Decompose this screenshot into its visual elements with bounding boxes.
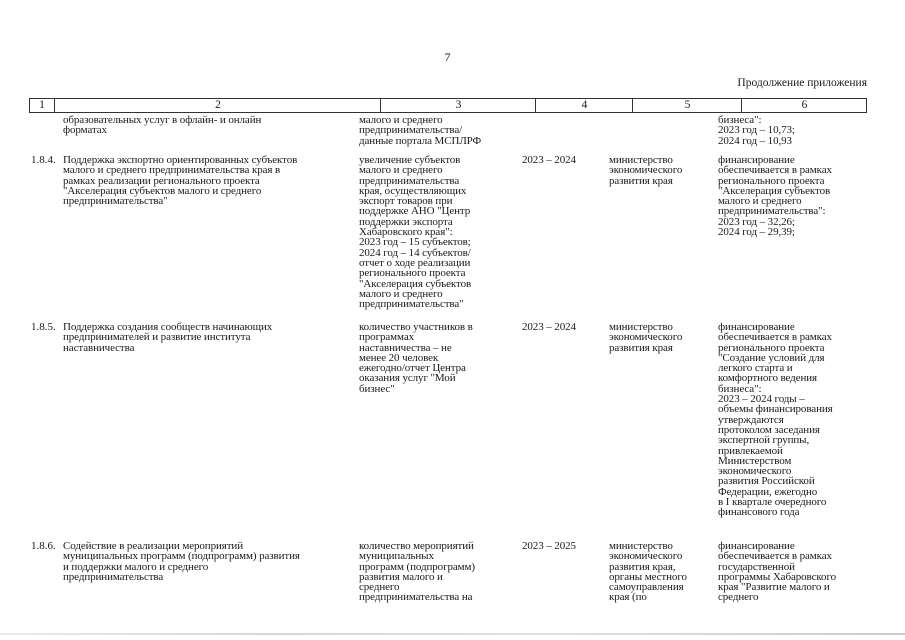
row-indicator: количество участников в программах наставничества – не менее 20 человек ежегодно/отчет Центра оказания услуг "Мой бизнес"	[359, 321, 473, 395]
row-finance: финансирование обеспечивается в рамках регионального проекта "Создание условий для легкого старта и комфортного ведения бизнеса": 2023 – 2024 годы – объемы финансирования утверждаются протоколом заседания экспертной группы, привлекаемой Министерством экономического развития Российской Федерации, ежегодно в I квартале очередного финансового года	[718, 321, 833, 519]
row-name: Поддержка экспортно ориентированных субъектов малого и среднего предпринимательства края в рамках реализации регионального проекта "Акселерация субъектов малого и среднего предпринимательства"	[63, 154, 298, 208]
row-number: 1.8.5.	[31, 321, 56, 333]
row-executor: министерство экономического развития края, органы местного самоуправления края (по	[609, 540, 687, 604]
row-executor: министерство экономического развития края	[609, 154, 683, 187]
column-header-2: 2	[54, 99, 381, 112]
scan-edge-artifact	[0, 633, 905, 635]
column-header-3: 3	[380, 99, 536, 112]
row-indicator: малого и среднего предпринимательства/ данные портала МСПЛРФ	[359, 114, 482, 147]
row-finance: бизнеса": 2023 год – 10,73; 2024 год – 10,93	[718, 114, 795, 147]
row-name: Поддержка создания сообществ начинающих предпринимателей и развитие института наставничества	[63, 321, 273, 354]
row-period: 2023 – 2024	[522, 321, 576, 333]
table-header	[29, 98, 867, 113]
row-name: Содействие в реализации мероприятий муниципальных программ (подпрограмм) развития и поддержки малого и среднего предпринимательства	[63, 540, 300, 583]
row-finance: финансирование обеспечивается в рамках регионального проекта "Акселерация субъектов малого и среднего предпринимательства": 2023 год – 32,26; 2024 год – 29,39;	[718, 154, 832, 239]
continuation-label: Продолжение приложения	[737, 77, 867, 89]
page-number: 7	[444, 50, 451, 64]
row-indicator: увеличение субъектов малого и среднего предпринимательства края, осуществляющих экспорт товаров при поддержке АНО "Центр поддержки экспорта Хабаровского края": 2023 год – 15 субъектов; 2024 год – 14 субъектов/ отчет о ходе реализации регионального проекта "Акселерация субъектов малого и среднего предпринимательства"	[359, 154, 472, 311]
column-header-1: 1	[39, 99, 45, 111]
column-header-6: 6	[741, 99, 867, 112]
row-name: образовательных услуг в офлайн- и онлайн форматах	[63, 114, 262, 137]
row-number: 1.8.4.	[31, 154, 56, 166]
row-finance: финансирование обеспечивается в рамках государственной программы Хабаровского края "Развитие малого и среднего	[718, 540, 836, 604]
column-header-5: 5	[632, 99, 742, 112]
row-indicator: количество мероприятий муниципальных программ (подпрограмм) развития малого и среднего предпринимательства на	[359, 540, 475, 604]
row-period: 2023 – 2025	[522, 540, 576, 552]
column-header-4: 4	[535, 99, 633, 112]
row-number: 1.8.6.	[31, 540, 56, 552]
row-period: 2023 – 2024	[522, 154, 576, 166]
row-executor: министерство экономического развития края	[609, 321, 683, 354]
